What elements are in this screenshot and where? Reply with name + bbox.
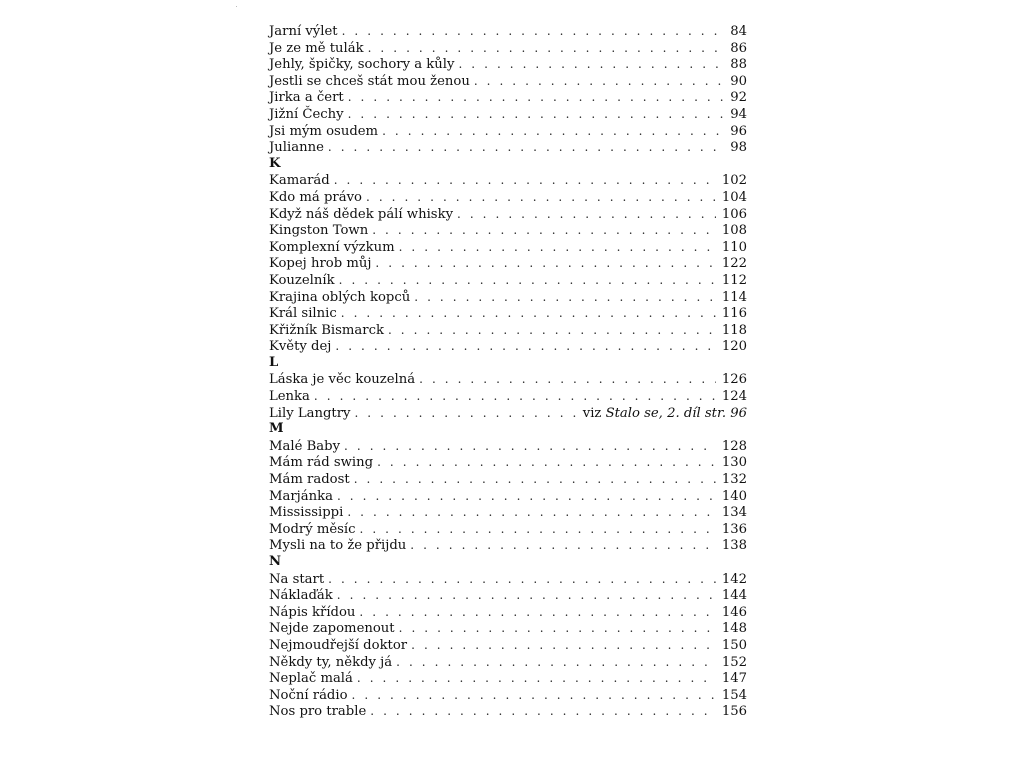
entry-page-number: 120 [721,339,747,355]
index-entry [269,438,747,455]
dot-leader [352,687,716,704]
dot-leader [366,189,716,206]
dot-leader [328,571,716,588]
index-entry [269,255,747,272]
entry-title: Mississippi [269,505,344,521]
dot-leader [388,322,716,339]
index-entry [269,56,747,73]
index-entry [269,338,747,355]
entry-page-number: 114 [721,289,747,305]
entry-title: Jestli se chceš stát mou ženou [269,73,470,89]
entry-title: Julianne [269,140,324,156]
dot-leader [354,405,576,422]
dot-leader [399,620,716,637]
entry-title: Kopej hrob můj [269,256,372,272]
dot-leader [360,521,716,538]
entry-page-number: 146 [721,604,747,620]
entry-page-number: 144 [721,588,747,604]
index-entry [269,637,747,654]
scan-speck [236,6,237,7]
entry-title: Krajina oblých kopců [269,289,411,305]
dot-leader [419,371,716,388]
entry-page-number: 104 [721,189,747,205]
entry-title: Jehly, špičky, sochory a kůly [269,57,455,73]
dot-leader [314,388,716,405]
dot-leader [377,454,716,471]
dot-leader [396,654,716,671]
entry-title: Modrý měsíc [269,521,356,537]
dot-leader [411,637,716,654]
entry-page-number: 142 [721,571,747,587]
entry-title: Mysli na to že přijdu [269,538,407,554]
index-entry [269,40,747,57]
dot-leader [354,471,716,488]
entry-page-number: 86 [730,40,747,56]
entry-page-number: 102 [721,173,747,189]
entry-page-number: 116 [721,306,747,322]
dot-leader [339,272,716,289]
entry-page-number: 128 [721,438,747,454]
dot-leader [359,604,715,621]
entry-title: Lenka [269,389,310,405]
index-entry [269,670,747,687]
entry-page-number: 92 [730,90,747,106]
cross-reference-target: Stalo se, 2. díl str. 96 [605,405,747,421]
index-entry [269,620,747,637]
entry-page-number: 124 [721,389,747,405]
entry-page-number: 84 [730,24,747,39]
section-letter: M [269,421,284,437]
dot-leader [410,537,716,554]
entry-title: Jirka a čert [269,90,344,106]
entry-title: Jsi mým osudem [269,123,379,139]
index-entry [269,654,747,671]
index-entry [269,139,747,156]
index-entry [269,504,747,521]
entry-page-number: 112 [721,272,747,288]
index-entry [269,23,747,40]
entry-title: Nejmoudřejší doktor [269,637,408,653]
entry-title: Nejde zapomenout [269,621,395,637]
index-entry [269,322,747,339]
index-entry [269,521,747,538]
dot-leader [342,23,725,40]
entry-title: Kingston Town [269,223,369,239]
entry-cross-reference [577,406,747,423]
entry-title: Malé Baby [269,438,341,454]
entry-title: Mám rád swing [269,455,374,471]
dot-leader [334,172,716,189]
entry-title: Kouzelník [269,272,335,288]
index-entry [269,305,747,322]
entry-page-number: 132 [721,472,747,488]
entry-title: Lily Langtry [269,405,351,421]
entry-page-number: 152 [721,654,747,670]
dot-leader [414,289,716,306]
dot-leader [328,139,724,156]
entry-page-number: 98 [730,140,747,156]
entry-title: Marjánka [269,488,333,504]
cross-reference-prefix: viz [582,405,606,421]
index-entry [269,405,747,422]
index-entry [269,222,747,239]
entry-title: Když náš dědek pálí whisky [269,206,454,222]
index-entry [269,454,747,471]
entry-title: Jižní Čechy [269,106,344,122]
entry-page-number: 94 [730,106,747,122]
entry-page-number: 156 [721,704,747,720]
index-entry [269,471,747,488]
entry-title: Kdo má právo [269,189,362,205]
index-entry [269,388,747,405]
entry-page-number: 126 [721,372,747,388]
dot-leader [337,488,716,505]
dot-leader [347,504,716,521]
dot-leader [337,587,716,604]
entry-title: Je ze mě tulák [269,40,364,56]
dot-leader [382,123,724,140]
entry-page-number: 140 [721,488,747,504]
entry-title: Kamarád [269,173,330,189]
entry-page-number: 134 [721,505,747,521]
index-entry [269,587,747,604]
dot-leader [474,73,724,90]
dot-leader [370,703,716,720]
entry-title: Komplexní výzkum [269,239,395,255]
index-entry [269,488,747,505]
dot-leader [399,239,716,256]
entry-title: Král silnic [269,306,337,322]
entry-title: Někdy ty, někdy já [269,654,393,670]
entry-title: Jarní výlet [269,24,338,39]
dot-leader [357,670,716,687]
entry-page-number: 150 [721,637,747,653]
entry-page-number: 108 [721,223,747,239]
entry-page-number: 96 [730,123,747,139]
entry-page-number: 118 [721,322,747,338]
dot-leader [375,255,715,272]
dot-leader [341,305,716,322]
index-entry [269,189,747,206]
index-entry [269,289,747,306]
entry-title: Láska je věc kouzelná [269,372,416,388]
index-entry [269,272,747,289]
index-entry [269,604,747,621]
entry-page-number: 154 [721,687,747,703]
entry-title: Květy dej [269,339,332,355]
index-entry [269,687,747,704]
dot-leader [372,222,716,239]
entry-page-number: 147 [721,671,747,687]
entry-page-number: 122 [721,256,747,272]
entry-page-number: 136 [721,521,747,537]
entry-page-number: 88 [730,57,747,73]
entry-page-number: 110 [721,239,747,255]
entry-title: Křižník Bismarck [269,322,384,338]
entry-title: Mám radost [269,472,350,488]
index-entry [269,206,747,223]
entry-page-number: 138 [721,538,747,554]
entry-page-number: 130 [721,455,747,471]
dot-leader [348,89,725,106]
section-letter: K [269,155,281,171]
index-entry [269,73,747,90]
index-entry [269,106,747,123]
index-entry [269,571,747,588]
dot-leader [344,438,716,455]
index-entry [269,123,747,140]
entry-title: Noční rádio [269,687,348,703]
entry-title: Neplač malá [269,671,353,687]
dot-leader [348,106,725,123]
dot-leader [368,40,725,57]
entry-title: Náklaďák [269,588,333,604]
dot-leader [457,206,716,223]
index-entry [269,239,747,256]
song-index [269,23,747,720]
index-entry [269,371,747,388]
index-entry [269,89,747,106]
entry-title: Nos pro trable [269,704,367,720]
index-entry [269,172,747,189]
section-letter: L [269,354,279,370]
index-entry [269,703,747,720]
entry-page-number: 148 [721,621,747,637]
dot-leader [335,338,715,355]
section-letter: N [269,554,282,569]
entry-page-number: 90 [730,73,747,89]
entry-page-number: 106 [721,206,747,222]
entry-title: Nápis křídou [269,604,356,620]
index-entry [269,537,747,554]
dot-leader [458,56,724,73]
entry-title: Na start [269,571,325,587]
